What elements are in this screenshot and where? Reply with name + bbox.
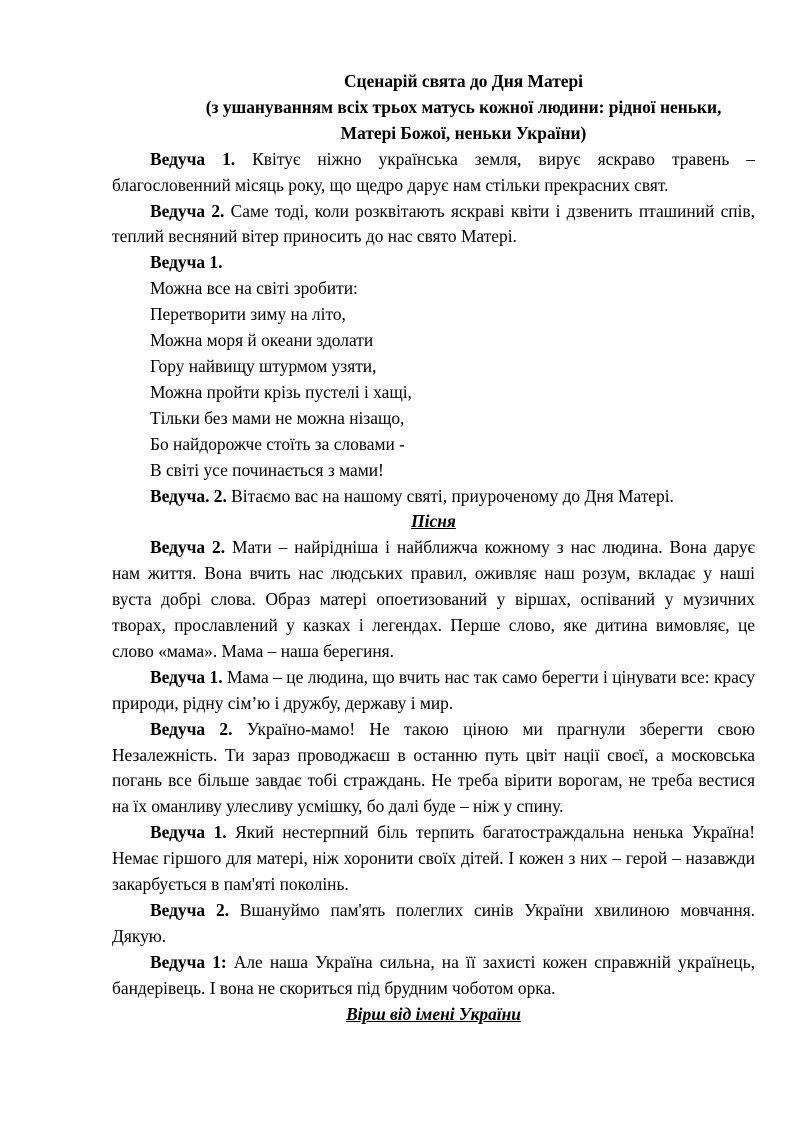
paragraph-text: Мама – це людина, що вчить нас так само берегти і цінувати все: красу природи, рідну сім’ю і дружбу, державу і мир. (112, 666, 755, 713)
paragraph-text: Який нестерпний біль терпить багатостраждальна ненька Україна! Немає гіршого для матері, ніж хоронити своїх дітей. І кожен з них – герой – назавжди закарбується в пам'яті поколінь. (112, 822, 755, 895)
speaker-label: Ведуча 1. (150, 148, 236, 169)
paragraph-3 (112, 484, 755, 510)
paragraph-7 (112, 820, 755, 898)
paragraph-text: Саме тоді, коли розквітають яскраві квіти і дзвенить пташиний спів, теплий весняний вітер приносить до нас свято Матері. (112, 200, 755, 247)
paragraph-text: Вшануймо пам'ять полеглих синів України хвилиною мовчання. Дякую. (112, 900, 755, 946)
poem-line: Можна пройти крізь пустелі і хащі, (150, 381, 412, 402)
page-title-line-3: Матері Божої, неньки України) (340, 122, 587, 143)
paragraph-1 (112, 147, 755, 199)
paragraph-5 (112, 665, 755, 717)
poem-line: Можна все на світі зробити: (150, 278, 358, 299)
section-heading-poem: Вірш від імені України (346, 1003, 521, 1024)
speaker-label: Ведуча 2. (150, 718, 233, 739)
paragraph-text: Але наша Україна сильна, на її захисті кожен справжній українець, бандерівець. І вона не скориться під брудним чоботом орка. (112, 951, 756, 998)
paragraph-text: Україно-мамо! Не такою ціною ми прагнули зберегти свою Незалежність. Ти зараз проводжаєш в останню путь цвіт нації своєї, а московська погань все більше завдає тобі страждань. Не треба вірити ворогам, не треба вестися на їх оманливу улесливу усмішку, бо далі буде – ніж у спину. (112, 718, 755, 817)
poem-line: Гору найвищу штурмом узяти, (150, 355, 377, 376)
speaker-label: Ведуча. 2. (150, 485, 227, 506)
paragraph-text: Квітує ніжно українська земля, вирує яскраво травень – благословенний місяць року, що щедро дарує нам стільки прекрасних свят. (112, 148, 755, 195)
poem-line: В світі усе починається з мами! (150, 459, 384, 480)
poem-block (112, 250, 755, 483)
paragraph-9 (112, 950, 755, 1002)
paragraph-8 (112, 898, 755, 950)
speaker-label: Ведуча 1. (150, 252, 223, 273)
paragraph-2 (112, 199, 755, 251)
poem-line: Перетворити зиму на літо, (150, 304, 346, 325)
speaker-label: Ведуча 2. (150, 537, 226, 558)
document-page (112, 69, 755, 1028)
paragraph-text: Мати – найрідніша і найближча кожному з нас людина. Вона дарує нам життя. Вона вчить нас людських правил, оживляє наш розум, вкладає у наші вуста добрі слова. Образ матері опоетизований у віршах, оспіваний у музичних творах, прославлений у казках і легендах. Перше слово, яке дитина вимовляє, це слово «мама». Мама – наша берегиня. (112, 537, 755, 661)
speaker-label: Ведуча 2. (150, 900, 230, 920)
speaker-label: Ведуча 2. (150, 200, 225, 221)
paragraph-text: Вітаємо вас на нашому святі, приуроченому до Дня Матері. (226, 485, 674, 506)
page-title-line-1: Сценарій свята до Дня Матері (344, 71, 583, 91)
section-heading-song: Пісня (411, 511, 456, 532)
poem-line: Можна моря й океани здолати (150, 330, 374, 351)
speaker-label: Ведуча 1. (150, 666, 223, 687)
speaker-label: Ведуча 1: (150, 951, 227, 972)
poem-line: Тільки без мами не можна нізащо, (150, 407, 405, 428)
poem-line: Бо найдорожче стоїть за словами - (150, 433, 405, 454)
speaker-label: Ведуча 1. (150, 822, 227, 843)
paragraph-6 (112, 717, 755, 821)
page-title-line-2: (з ушануванням всіх трьох матусь кожної людини: рідної неньки, (205, 96, 722, 117)
paragraph-4 (112, 535, 755, 665)
